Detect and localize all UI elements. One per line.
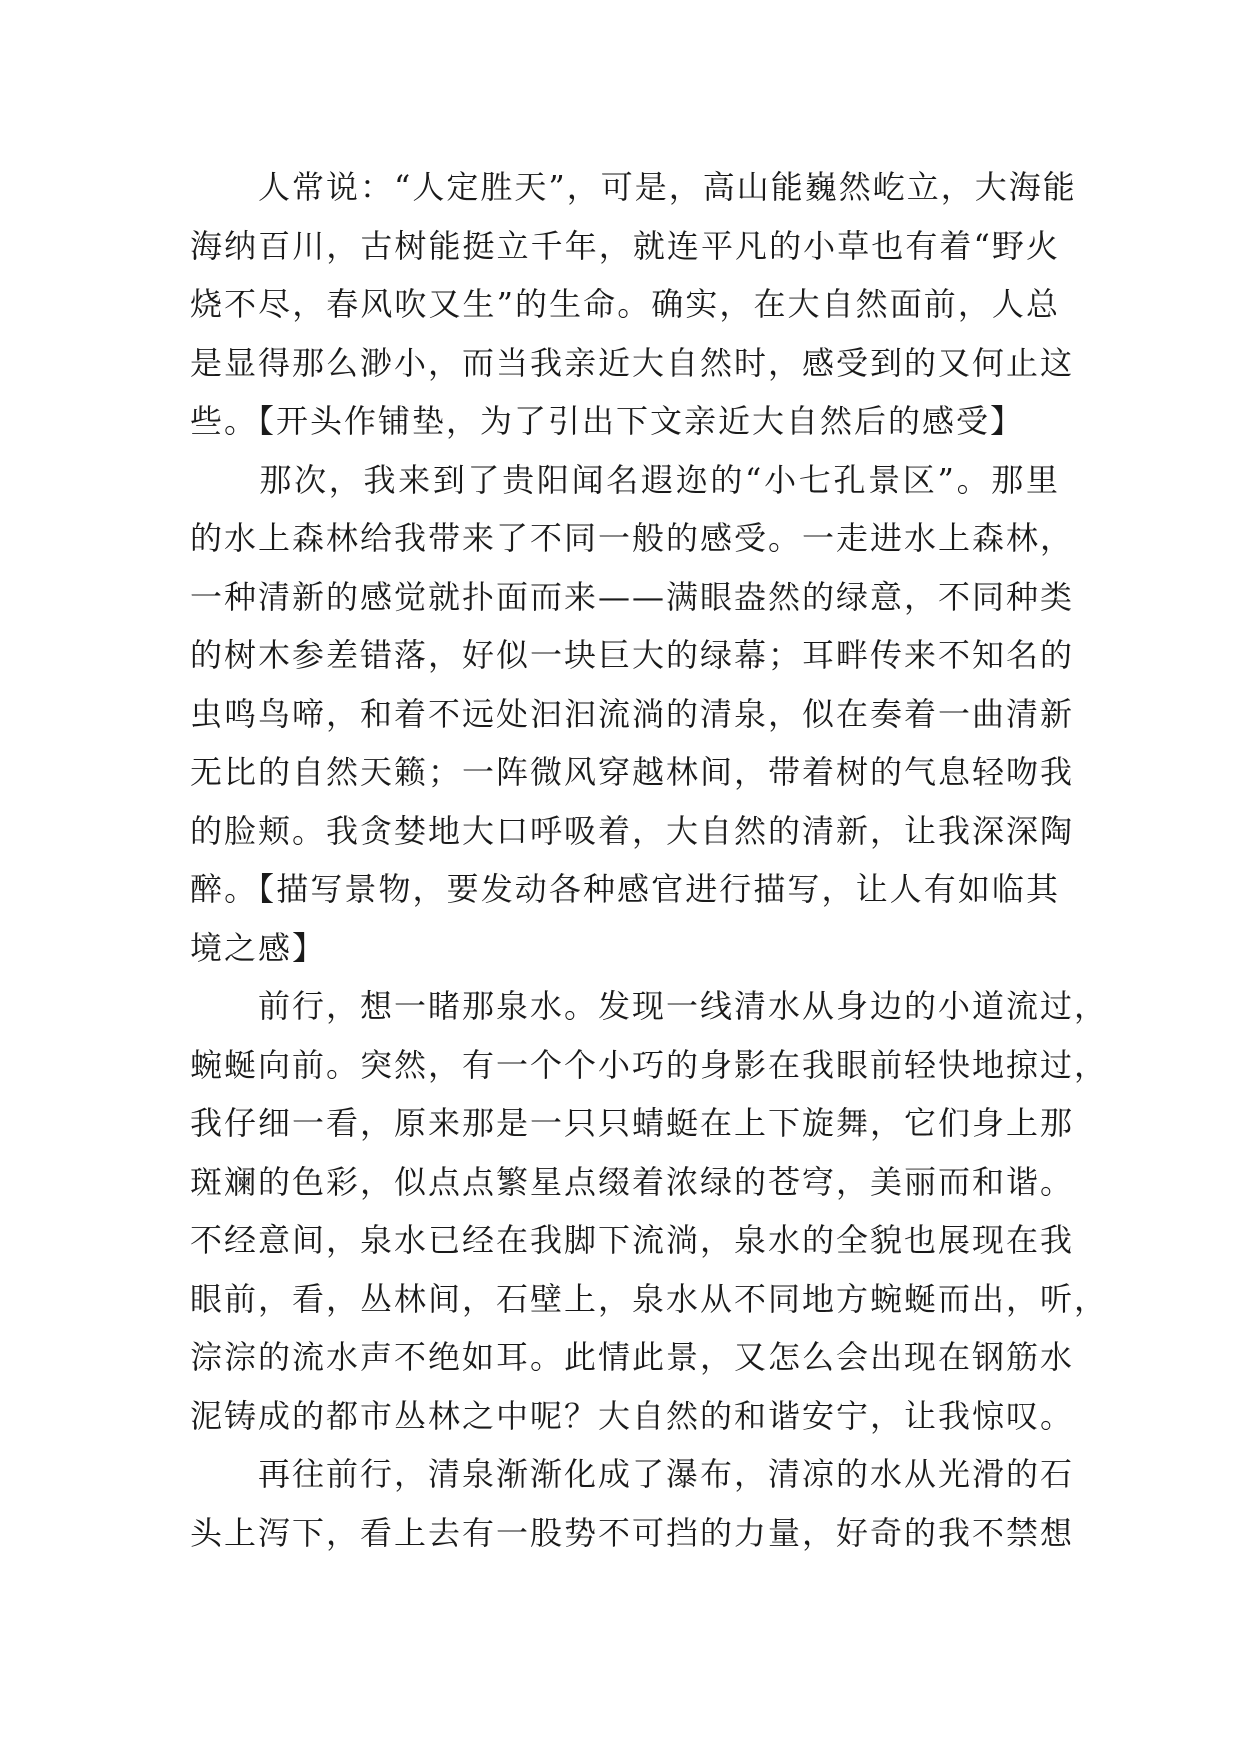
text-line: 无比的自然天籁；一阵微风穿越林间，带着树的气息轻吻我 <box>190 753 1075 791</box>
text-line: 淙淙的流水声不绝如耳。此情此景，又怎么会出现在钢筋水 <box>190 1338 1075 1376</box>
text-line: 虫鸣鸟啼，和着不远处汩汩流淌的清泉，似在奏着一曲清新 <box>190 694 1075 733</box>
paragraph-2 <box>190 451 1075 978</box>
text-line: 的水上森林给我带来了不同一般的感受。一走进水上森林， <box>190 519 1075 557</box>
text-line: 我仔细一看，原来那是一只只蜻蜓在上下旋舞，它们身上那 <box>190 1104 1075 1142</box>
paragraph-3 <box>190 977 1109 1445</box>
text-line: 斑斓的色彩，似点点繁星点缀着浓绿的苍穹，美丽而和谐。 <box>190 1162 1075 1201</box>
text-line: 醉。【描写景物，要发动各种感官进行描写，让人有如临其 <box>190 870 1060 908</box>
text-line: 些。【开头作铺垫，为了引出下文亲近大自然后的感受】 <box>190 402 1025 440</box>
text-line: 人常说：“人定胜天”，可是，高山能巍然屹立，大海能 <box>190 168 1077 206</box>
text-line: 海纳百川，古树能挺立千年，就连平凡的小草也有着“野火 <box>190 226 1060 265</box>
text-line: 境之感】 <box>190 928 327 967</box>
text-line: 再往前行，清泉渐渐化成了瀑布，清凉的水从光滑的石 <box>190 1455 1075 1493</box>
text-line: 不经意间，泉水已经在我脚下流淌，泉水的全貌也展现在我 <box>190 1221 1075 1259</box>
paragraph-4 <box>190 1445 1075 1562</box>
text-line: 的脸颊。我贪婪地大口呼吸着，大自然的清新，让我深深陶 <box>190 811 1075 850</box>
text-line: 一种清新的感觉就扑面而来——满眼盎然的绿意，不同种类 <box>190 577 1075 616</box>
text-line: 眼前，看，丛林间，石壁上，泉水从不同地方蜿蜒而出，听， <box>190 1279 1109 1318</box>
text-line: 那次，我来到了贵阳闻名遐迩的“小七孔景区”。那里 <box>190 460 1060 499</box>
text-line: 是显得那么渺小，而当我亲近大自然时，感受到的又何止这 <box>190 343 1075 382</box>
essay-body <box>190 158 1109 1562</box>
text-line: 泥铸成的都市丛林之中呢？大自然的和谐安宁，让我惊叹。 <box>190 1396 1075 1435</box>
text-line: 前行，想一睹那泉水。发现一线清水从身边的小道流过， <box>190 987 1109 1025</box>
text-line: 烧不尽，春风吹又生”的生命。确实，在大自然面前，人总 <box>190 285 1060 323</box>
text-line: 头上泻下，看上去有一股势不可挡的力量，好奇的我不禁想 <box>190 1513 1075 1552</box>
paragraph-1 <box>190 158 1077 451</box>
text-line: 的树木参差错落，好似一块巨大的绿幕；耳畔传来不知名的 <box>190 636 1075 674</box>
text-line: 蜿蜒向前。突然，有一个个小巧的身影在我眼前轻快地掠过， <box>190 1045 1109 1084</box>
